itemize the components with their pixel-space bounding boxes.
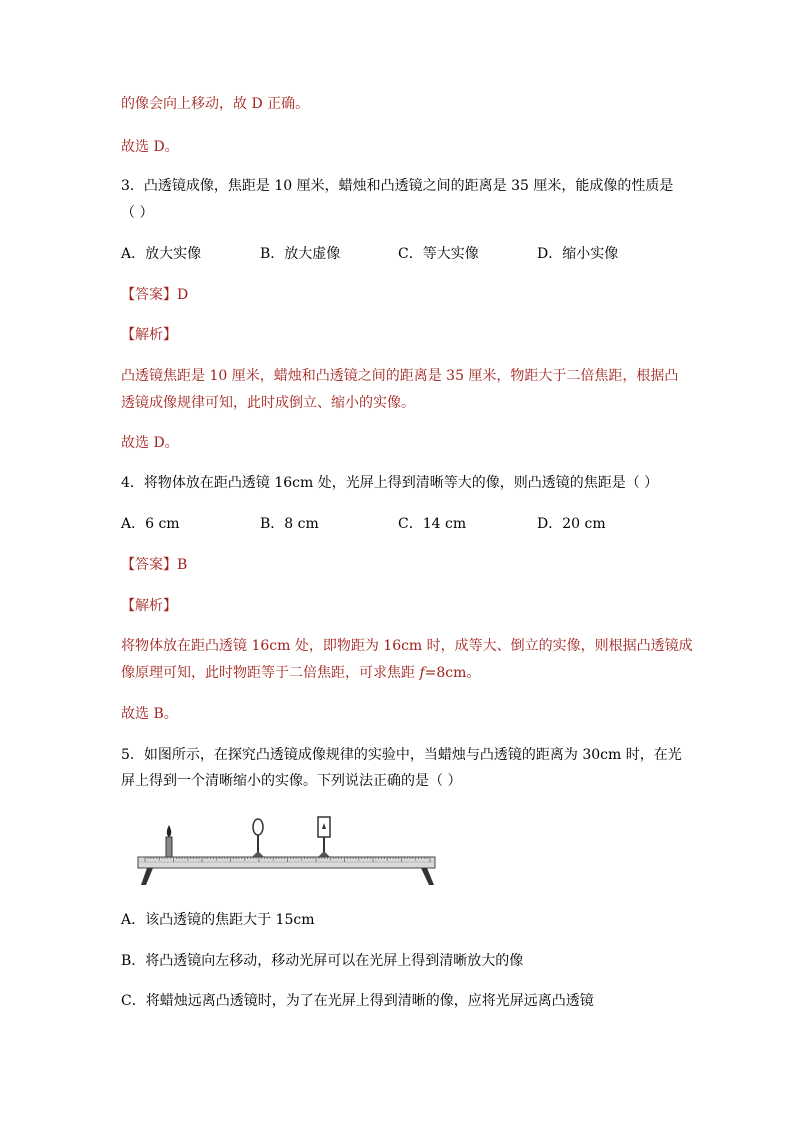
option-b: B．8 cm bbox=[260, 516, 319, 532]
choose-line: 故选 D。 bbox=[121, 139, 179, 155]
focal-symbol: f bbox=[419, 665, 425, 681]
question-3-choose: 故选 D。 bbox=[121, 435, 179, 451]
optical-bench-illustration bbox=[133, 815, 443, 887]
option-d: D．20 cm bbox=[537, 516, 606, 532]
question-4-choose: 故选 B。 bbox=[121, 706, 178, 722]
question-5-option-c: C．将蜡烛远离凸透镜时，为了在光屏上得到清晰的像，应将光屏远离凸透镜 bbox=[121, 993, 594, 1009]
option-c: C．等大实像 bbox=[398, 246, 479, 262]
question-4-answer bbox=[121, 555, 187, 575]
question-3-analysis-line-2: 透镜成像规律可知，此时成倒立、缩小的实像。 bbox=[121, 395, 415, 411]
answer-value: D bbox=[177, 287, 189, 303]
question-4-stem: 4．将物体放在距凸透镜 16cm 处，光屏上得到清晰等大的像，则凸透镜的焦距是（ ） bbox=[121, 475, 659, 491]
question-4-analysis-label: 【解析】 bbox=[121, 598, 177, 614]
answer-label: 【答案】 bbox=[121, 287, 177, 303]
option-b: B．放大虚像 bbox=[260, 246, 341, 262]
option-a: A．放大实像 bbox=[121, 246, 202, 262]
option-a: A．6 cm bbox=[121, 516, 180, 532]
question-4-analysis-line-1: 将物体放在距凸透镜 16cm 处，即物距为 16cm 时，成等大、倒立的实像，则根据凸透镜成 bbox=[121, 638, 693, 654]
answer-label: 【答案】 bbox=[121, 557, 177, 573]
question-3-stem: 3．凸透镜成像，焦距是 10 厘米，蜡烛和凸透镜之间的距离是 35 厘米，能成像的性质是 bbox=[121, 178, 674, 194]
analysis-text-end: =8cm。 bbox=[424, 665, 481, 681]
optical-bench-figure bbox=[133, 815, 443, 887]
question-4-analysis-line-2 bbox=[121, 663, 480, 683]
question-5-option-b: B．将凸透镜向左移动，移动光屏可以在光屏上得到清晰放大的像 bbox=[121, 953, 524, 969]
option-c: C．14 cm bbox=[398, 516, 467, 532]
question-5-stem-line-2: 屏上得到一个清晰缩小的实像。下列说法正确的是（ ） bbox=[121, 773, 462, 789]
continued-line: 的像会向上移动，故 D 正确。 bbox=[121, 96, 310, 112]
question-3-bracket: （ ） bbox=[121, 205, 154, 221]
question-3-analysis-label: 【解析】 bbox=[121, 327, 177, 343]
question-3-options bbox=[121, 244, 681, 264]
question-3-analysis-line-1: 凸透镜焦距是 10 厘米，蜡烛和凸透镜之间的距离是 35 厘米，物距大于二倍焦距，根据凸 bbox=[121, 368, 679, 384]
question-5-option-a: A．该凸透镜的焦距大于 15cm bbox=[121, 912, 315, 928]
question-3-answer bbox=[121, 285, 188, 305]
question-4-options bbox=[121, 514, 681, 534]
analysis-text: 像原理可知，此时物距等于二倍焦距，可求焦距 bbox=[121, 665, 420, 681]
option-d: D．缩小实像 bbox=[537, 246, 619, 262]
question-5-stem-line-1: 5．如图所示，在探究凸透镜成像规律的实验中，当蜡烛与凸透镜的距离为 30cm 时，在光 bbox=[121, 747, 682, 763]
answer-value: B bbox=[177, 557, 188, 573]
